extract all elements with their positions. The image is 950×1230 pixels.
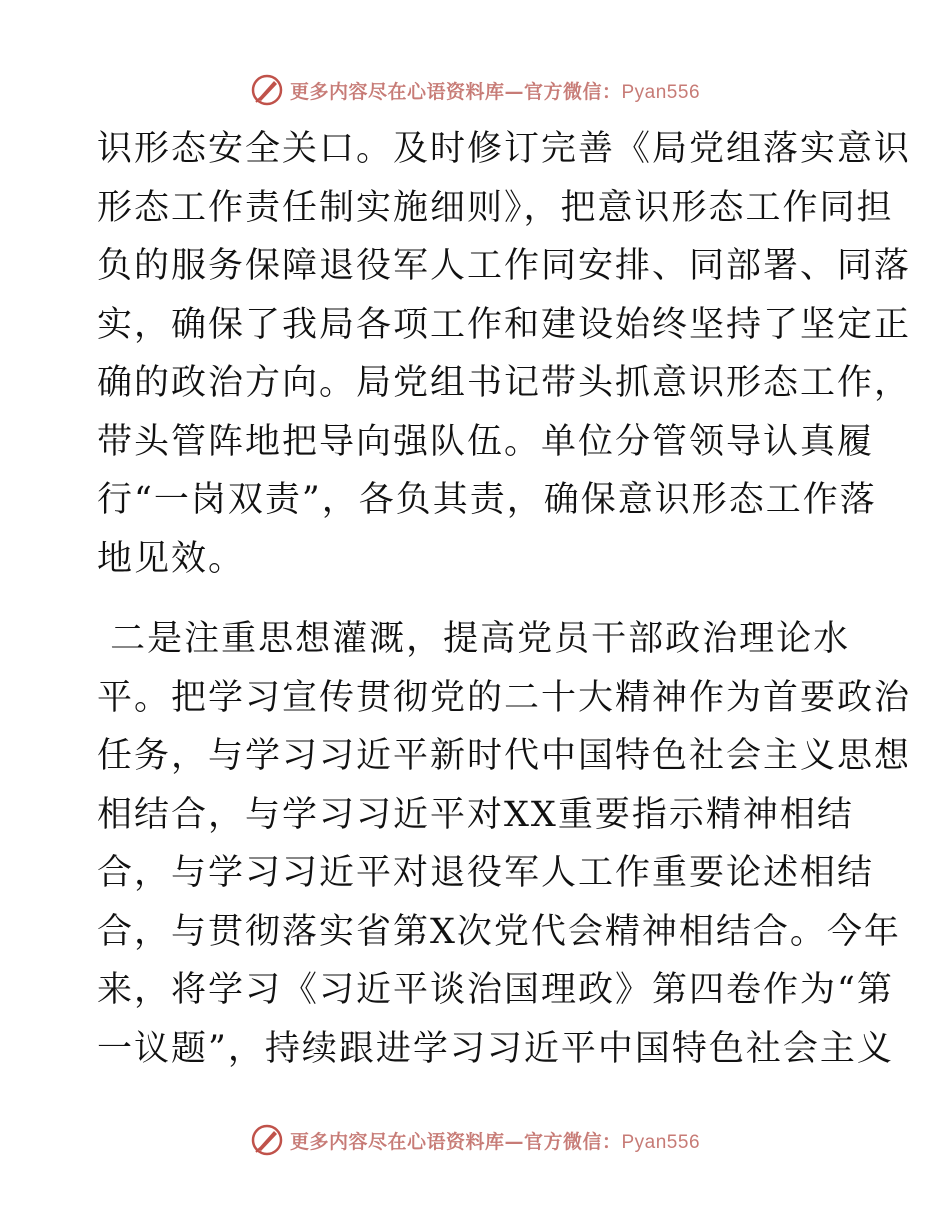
text-line: 地见效。 (97, 538, 246, 579)
text-line: 合，与学习习近平对退役军人工作重要论述相结 (97, 853, 875, 893)
text-line: 形态工作责任制实施细则》，把意识形态工作同担 (97, 187, 894, 228)
quill-pen-seal-icon (250, 73, 284, 107)
footer-watermark-banner (0, 1120, 950, 1160)
text-line: 相结合，与学习习近平对XX重要指示精神相结 (97, 794, 854, 835)
text-line: 平。把学习宣传贯彻党的二十大精神作为首要政治 (97, 677, 912, 718)
text-line: 行“一岗双责”，各负其责，确保意识形态工作落 (97, 480, 877, 520)
text-line: 一议题”，持续跟进学习习近平中国特色社会主义 (97, 1028, 894, 1069)
text-line: 实，确保了我局各项工作和建设始终坚持了坚定正 (97, 304, 912, 345)
text-line: 任务，与学习习近平新时代中国特色社会主义思想 (97, 736, 912, 776)
text-line: 带头管阵地把导向强队伍。单位分管领导认真履 (97, 421, 875, 462)
paragraph-1 (97, 120, 912, 588)
quill-pen-seal-icon (250, 1123, 284, 1157)
document-body (97, 120, 912, 1078)
footer-banner-text: 更多内容尽在心语资料库—官方微信：Pyan556 (289, 1130, 701, 1153)
text-line: 合，与贯彻落实省第X次党代会精神相结合。今年 (97, 911, 901, 952)
text-line: 二是注重思想灌溉，提高党员干部政治理论水 (97, 619, 851, 659)
paragraph-2 (97, 610, 912, 1078)
header-contact-id: Pyan556 (621, 81, 701, 103)
header-banner-text: 更多内容尽在心语资料库—官方微信：Pyan556 (289, 80, 701, 103)
text-line: 来，将学习《习近平谈治国理政》第四卷作为“第 (97, 970, 894, 1010)
text-line: 识形态安全关口。及时修订完善《局党组落实意识 (97, 129, 912, 169)
text-line: 确的政治方向。局党组书记带头抓意识形态工作， (97, 363, 912, 403)
footer-contact-id: Pyan556 (621, 1131, 701, 1153)
header-watermark-banner (0, 70, 950, 110)
text-line: 负的服务保障退役军人工作同安排、同部署、同落 (97, 246, 912, 286)
